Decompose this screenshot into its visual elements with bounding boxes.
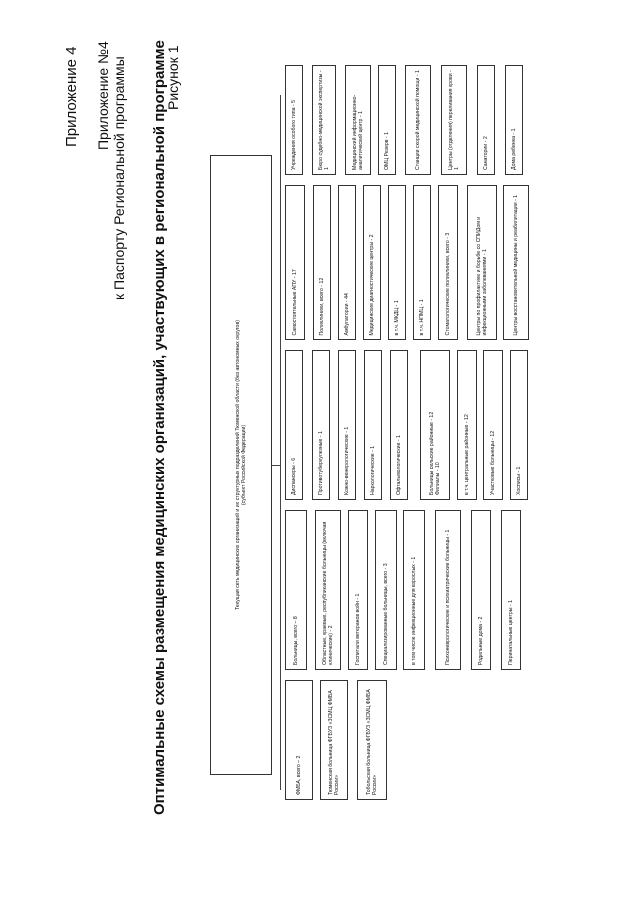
special-box bbox=[285, 65, 303, 175]
fmba-tyumen-label: Тюменская больница ФГБУЗ «ЗСМЦ ФМБА России» bbox=[328, 690, 340, 795]
reserve-center-label: ОМЦ Резерв - 1 bbox=[384, 132, 390, 170]
blood-centers-label: Центры (отделения) переливания крови - 1 bbox=[448, 70, 460, 170]
dispensary-box bbox=[483, 350, 503, 500]
rehab-centers-label: Центры восстановительной медицины и реабилитации - 1 bbox=[513, 194, 519, 335]
fmba-total-label: ФМБА, всего – 2 bbox=[296, 755, 302, 795]
info-center-label: Медицинский информационно-аналитический центр - 1 bbox=[352, 94, 364, 170]
special-box bbox=[441, 65, 467, 175]
hospitals-box bbox=[471, 510, 491, 670]
regional-hospitals-label: Областные, краевые, республиканские больницы (включая клинические) - 2 bbox=[322, 521, 334, 665]
outpatient-box bbox=[467, 185, 497, 340]
dispensary-box bbox=[285, 350, 303, 500]
dispensary-box bbox=[510, 350, 528, 500]
dental-polyclinics-label: Стоматологические поликлиники, всего - 3 bbox=[445, 232, 451, 335]
outpatient-box bbox=[363, 185, 381, 340]
forensic-bureau-label: Бюро судебно-медицинской экспертизы - 1 bbox=[318, 70, 330, 170]
fmba-tyumen-box bbox=[320, 680, 348, 800]
dispensary-box bbox=[312, 350, 330, 500]
hospitals-total-label: Больницы, всего – 8 bbox=[293, 616, 299, 665]
special-box bbox=[378, 65, 396, 175]
fmba-tobolsk-box bbox=[357, 680, 387, 800]
outpatient-box bbox=[438, 185, 458, 340]
district-hospitals-label: Участковые больницы - 12 bbox=[490, 430, 496, 495]
maternity-homes-label: Родильные дома - 2 bbox=[478, 616, 484, 665]
psych-hospitals-label: Психоневрологические и психиатрические больницы - 1 bbox=[445, 529, 451, 665]
page-title: Оптимальные схемы размещения медицинских организаций, участвующих в региональной программе bbox=[151, 40, 168, 815]
fmba-tobolsk-label: Тобольская больница ФГБУЗ «ЗСМЦ ФМБА России» bbox=[366, 689, 378, 795]
bus-line bbox=[280, 95, 281, 790]
hospitals-box bbox=[435, 510, 461, 670]
outpatient-total-label: Самостоятельные АПУ - 17 bbox=[292, 268, 298, 335]
polyclinics-label: Поликлиники, всего - 12 bbox=[319, 277, 325, 335]
branches-label: Филиалы - 10 bbox=[435, 462, 441, 495]
org-structure-diagram bbox=[205, 60, 530, 815]
hospitals-box bbox=[501, 510, 521, 670]
special-box bbox=[345, 65, 371, 175]
npmc-label: в т.ч. НПМЦ - 1 bbox=[419, 298, 425, 335]
appendix-number: Приложение №4 bbox=[95, 41, 111, 150]
special-box bbox=[505, 65, 523, 175]
special-box bbox=[405, 65, 431, 175]
fmba-total-box bbox=[285, 680, 313, 800]
hospitals-box bbox=[315, 510, 341, 670]
perinatal-centers-label: Перинатальные центры - 1 bbox=[508, 599, 514, 665]
outpatient-box bbox=[503, 185, 529, 340]
hospices-label: Хосписы - 1 bbox=[516, 466, 522, 495]
root-label: Текущая сеть медицинских организаций и их структурных подразделений Тюменской области (без автономных округов) (субъект Российской Федерации) bbox=[235, 320, 247, 610]
veterans-hospital-label: Госпитали ветеранов войн - 1 bbox=[355, 593, 361, 665]
dispensary-box bbox=[364, 350, 382, 500]
dispensaries-total-label: Диспансеры - 6 bbox=[291, 457, 297, 495]
mkdc-label: в т.ч. МКДЦ - 1 bbox=[394, 299, 400, 335]
ophthalmology-dispensaries-label: Офтальмологические - 1 bbox=[396, 435, 402, 495]
special-box bbox=[477, 65, 495, 175]
appendix-label: Приложение 4 bbox=[63, 46, 80, 147]
outpatient-box bbox=[338, 185, 356, 340]
dispensary-box bbox=[390, 350, 408, 500]
root-box bbox=[210, 155, 272, 775]
dispensary-box bbox=[457, 350, 477, 500]
ambulance-stations-label: Станции скорой медицинской помощи - 1 bbox=[415, 70, 421, 170]
tb-dispensaries-label: Противотуберкулезные - 1 bbox=[318, 431, 324, 495]
special-box bbox=[312, 65, 336, 175]
figure-label: Рисунок 1 bbox=[165, 45, 181, 110]
aids-centers-label: Центры по профилактике и борьбе со СПИДом и инфекционными заболеваниями - 1 bbox=[476, 216, 488, 335]
central-district-hospitals-label: в т.ч. центральные районные - 12 bbox=[464, 414, 470, 495]
sanatoriums-label: Санатории - 2 bbox=[483, 136, 489, 170]
narcology-dispensaries-label: Наркологические - 1 bbox=[370, 445, 376, 495]
special-total-label: Учреждения особого типа - 5 bbox=[291, 100, 297, 170]
outpatient-box bbox=[285, 185, 305, 340]
infectious-hospitals-label: в том числе инфекционные для взрослых - 1 bbox=[411, 556, 417, 665]
hospitals-box bbox=[403, 510, 425, 670]
outpatient-box bbox=[313, 185, 331, 340]
outpatient-box bbox=[388, 185, 406, 340]
ambulatories-label: Амбулатории - 44 bbox=[344, 292, 350, 335]
rural-hospitals-label: Больницы сельские районные - 12 bbox=[429, 411, 435, 495]
hospitals-box bbox=[285, 510, 307, 670]
bus-line bbox=[272, 465, 280, 466]
dispensary-box bbox=[420, 350, 450, 500]
hospitals-box bbox=[375, 510, 397, 670]
special-hospitals-label: Специализированные больницы, всего - 3 bbox=[383, 563, 389, 665]
outpatient-box bbox=[413, 185, 431, 340]
dispensary-box bbox=[338, 350, 356, 500]
diagnostic-centers-label: Медицинские диагностические центры - 2 bbox=[369, 233, 375, 335]
hospitals-box bbox=[348, 510, 368, 670]
passport-reference: к Паспорту Региональной программы bbox=[111, 56, 127, 300]
children-homes-label: Дома ребенка - 1 bbox=[511, 128, 517, 170]
skin-dispensaries-label: Кожно-венерологические - 1 bbox=[344, 426, 350, 495]
